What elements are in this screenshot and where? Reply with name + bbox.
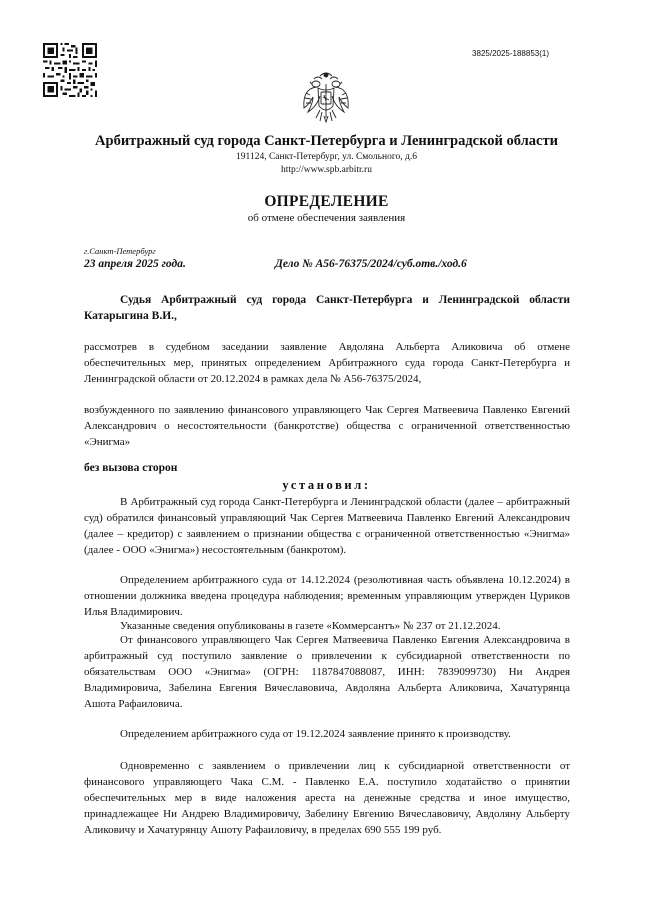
without-parties-note: без вызова сторон (84, 462, 178, 474)
considered-paragraph: рассмотрев в судебном заседании заявление Авдоляна Альберта Аликовича об отмене обеспечительных мер, принятых определением Арбитражного суда города Санкт-Петербурга и Ленинградской области от 20.12.2024 в рамках дела № А56-76375/2024, (84, 341, 570, 385)
body-paragraph-2: Определением арбитражного суда от 14.12.2024 (резолютивная часть объявлена 10.12.2024) в отношении должника введена процедура наблюдения; временным управляющим утвержден Цуриков Илья Владимирович. (84, 574, 570, 618)
established-heading: установил: (282, 478, 371, 492)
court-address: 191124, Санкт-Петербург, ул. Смольного, д.6 (236, 152, 417, 162)
case-number: Дело № А56-76375/2024/суб.отв./ход.6 (275, 258, 467, 270)
document-title: ОПРЕДЕЛЕНИЕ (264, 193, 389, 210)
judge-paragraph: Судья Арбитражный суд города Санкт-Петербурга и Ленинградской области Катарыгина В.И., (84, 294, 570, 322)
court-website: http://www.spb.arbitr.ru (281, 165, 372, 175)
document-subtitle: об отмене обеспечения заявления (247, 212, 406, 224)
body-paragraph-5: Определением арбитражного суда от 19.12.2024 заявление принято к производству. (120, 728, 511, 740)
initiated-paragraph: возбужденного по заявлению финансового управляющего Чак Сергея Матвеевича Павленко Евгений Александрович о несостоятельности (банкротстве) общества с ограниченной ответственностью «Энигма» (84, 404, 570, 448)
city: г.Санкт-Петербург (84, 246, 156, 256)
decision-date: 23 апреля 2025 года. (84, 258, 186, 270)
qr-code (43, 43, 97, 97)
coat-of-arms-icon (300, 70, 352, 126)
document-id: 3825/2025-188853(1) (472, 49, 549, 58)
body-paragraph-1: В Арбитражный суд города Санкт-Петербурга и Ленинградской области (далее – арбитражный суд) обратился финансовый управляющий Чак Сергея Матвеевича Павленко Евгений Александрович (далее – кредитор) с заявлением о признании общества с ограниченной ответственностью «Энигма» (далее - ООО «Энигма») несостоятельным (банкротом). (84, 496, 570, 556)
body-paragraph-3: Указанные сведения опубликованы в газете «Коммерсантъ» № 237 от 21.12.2024. (120, 620, 501, 632)
body-paragraph-4: От финансового управляющего Чак Сергея Матвеевича Павленко Евгения Александровича в арбитражный суд поступило заявление о привлечении к субсидиарной ответственности по обязательствам ООО «Энигма» (ОГРН: 1187847088087, ИНН: 7839099730) Ни Андрея Владимировича, Забелина Евгения Вячеславовича, Авдоляна Альберта Аликовича, Хачатурянца Ашота Рафаиловича. (84, 634, 570, 710)
body-paragraph-6: Одновременно с заявлением о привлечении лиц к субсидиарной ответственности от финансового управляющего Чака С.М. - Павленко Е.А. поступило ходатайство о принятии обеспечительных мер в виде наложения ареста на денежные средства и иное имущество, принадлежащее Ни Андрею Владимировичу, Забелину Евгению Вячеславовичу, Авдоляну Альберту Аликовичу и Хачатурянцу Ашоту Рафаиловичу, в пределах 690 555 199 руб. (84, 760, 570, 836)
court-name: Арбитражный суд города Санкт-Петербурга и Ленинградской области (95, 133, 558, 149)
